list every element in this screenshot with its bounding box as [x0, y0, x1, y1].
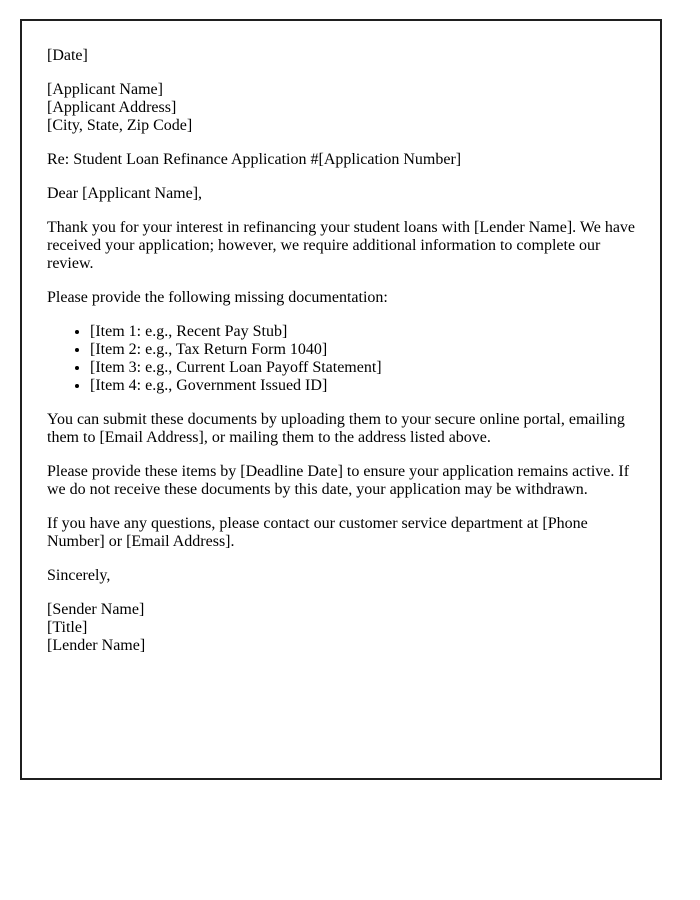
signature-sender-name: [Sender Name] — [47, 601, 145, 618]
recipient-name: [Applicant Name] — [47, 81, 163, 98]
list-item-tax-return: • [Item 2: e.g., Tax Return Form 1040] — [90, 341, 642, 359]
signature-lender-name: [Lender Name] — [47, 637, 146, 654]
paragraph-intro: Thank you for your interest in refinancing your student loans with [Lender Name]. We have received your application; however, we require additional information to complete our review. — [47, 219, 636, 272]
missing-documents-list — [47, 323, 642, 395]
salutation: Dear [Applicant Name], — [47, 185, 203, 202]
paragraph-request: Please provide the following missing documentation: — [47, 289, 388, 306]
list-item-government-id: • [Item 4: e.g., Government Issued ID] — [90, 377, 642, 395]
paragraph-contact: If you have any questions, please contact our customer service department at [Phone Number] or [Email Address]. — [47, 515, 588, 550]
paragraph-deadline: Please provide these items by [Deadline Date] to ensure your application remains active. If we do not receive these documents by this date, your application may be withdrawn. — [47, 463, 630, 498]
recipient-address: [Applicant Address] — [47, 99, 177, 116]
closing: Sincerely, — [47, 567, 111, 584]
recipient-address-block — [47, 81, 642, 135]
paragraph-submission: You can submit these documents by uploading them to your secure online portal, emailing them to [Email Address], or mailing them to the address listed above. — [47, 411, 625, 446]
list-item-loan-payoff: • [Item 3: e.g., Current Loan Payoff Statement] — [90, 359, 642, 377]
subject-line: Re: Student Loan Refinance Application #[Application Number] — [47, 151, 462, 168]
letter-document — [20, 19, 662, 780]
signature-block — [47, 601, 642, 655]
signature-title: [Title] — [47, 619, 88, 636]
recipient-city-state-zip: [City, State, Zip Code] — [47, 117, 193, 134]
list-item-pay-stub: • [Item 1: e.g., Recent Pay Stub] — [90, 323, 642, 341]
letter-date: [Date] — [47, 47, 88, 64]
